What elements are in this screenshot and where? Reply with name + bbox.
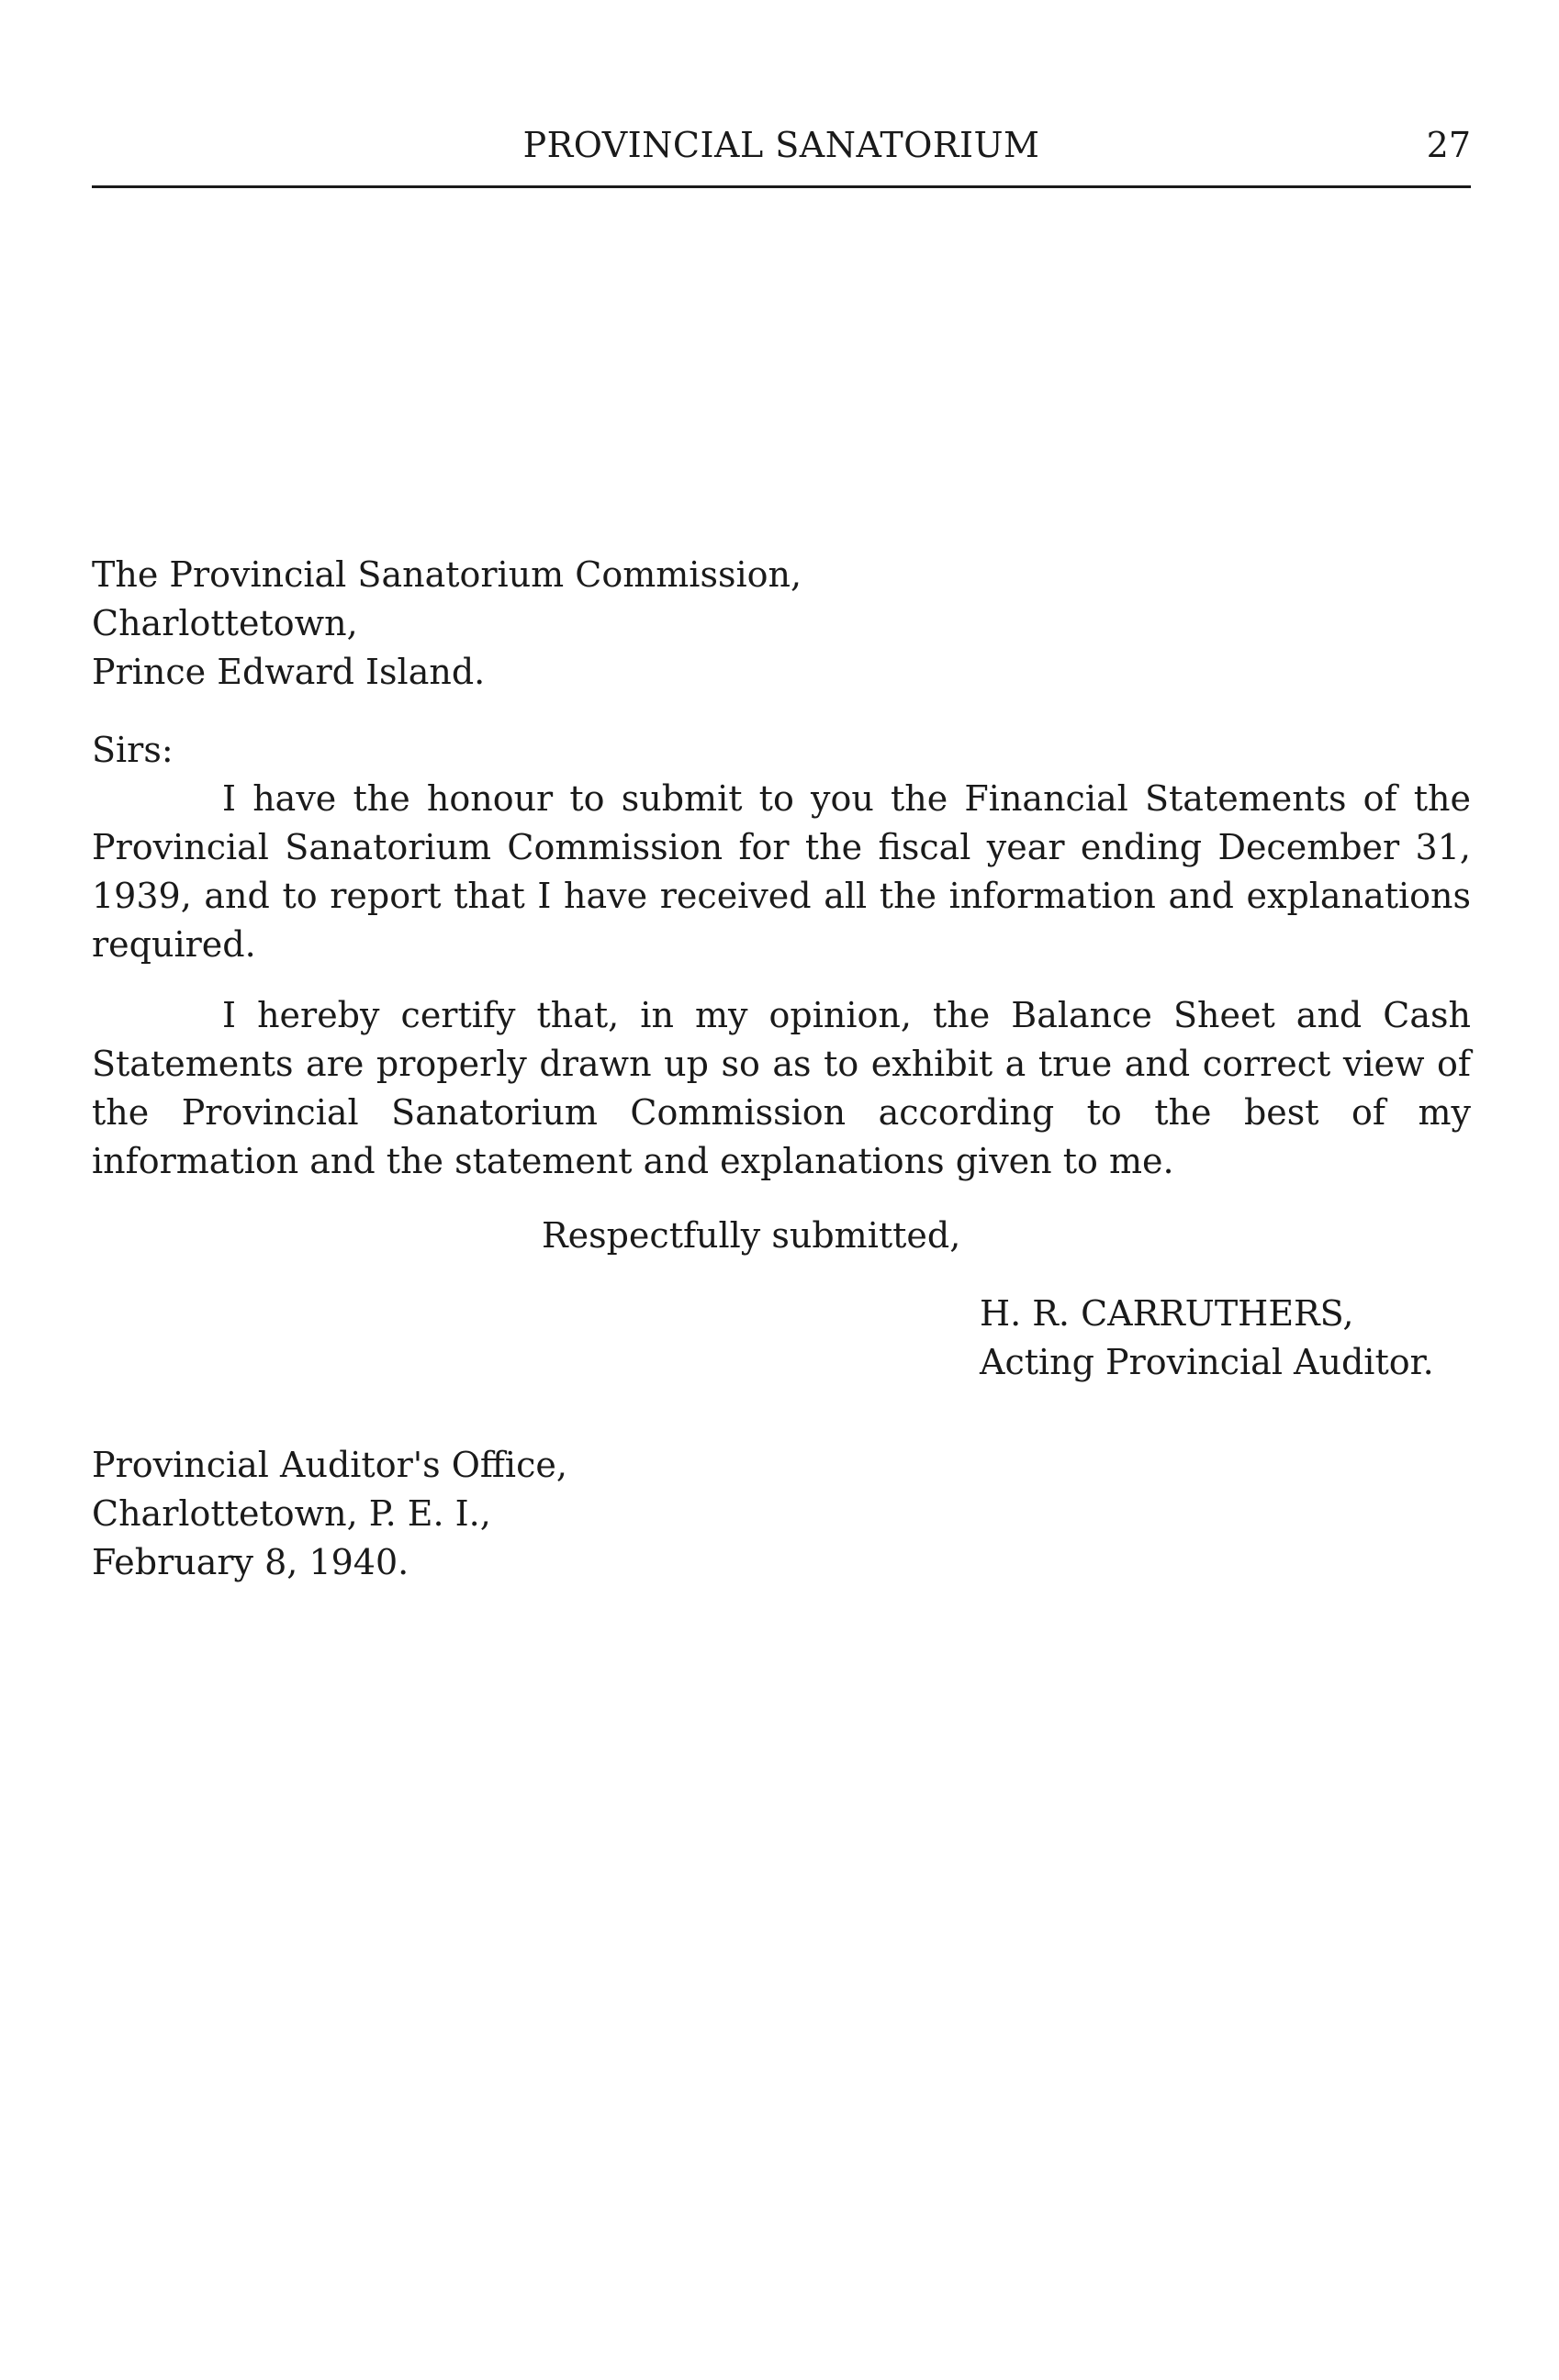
header-rule [92, 185, 1471, 188]
page-number: 27 [1426, 125, 1471, 165]
running-title: PROVINCIAL SANATORIUM [522, 125, 1040, 165]
office-address [92, 1441, 1471, 1587]
signature-title: Acting Provincial Auditor. [980, 1342, 1434, 1382]
closing: Respectfully submitted, [542, 1215, 961, 1256]
recipient-address [92, 551, 1471, 697]
address-line: Prince Edward Island. [92, 652, 486, 692]
address-line: Charlottetown, [92, 603, 358, 643]
office-line: Charlottetown, P. E. I., [92, 1493, 491, 1534]
address-line: The Provincial Sanatorium Commission, [92, 554, 802, 595]
paragraph-certification: I hereby certify that, in my opinion, the Balance Sheet and Cash Statements are properly drawn up so as to exhibit a true and correct view of the Provincial Sanatorium Commission according to the best of my information and the statement and explanations given to me. [92, 995, 1471, 1181]
running-header [92, 125, 1471, 176]
paragraph-submission: I have the honour to submit to you the Financial Statements of the Provincial Sanatorium Commission for the fiscal year ending December 31, 1939, and to report that I have received all the information and explanations required. [92, 778, 1471, 965]
salutation: Sirs: [92, 730, 174, 770]
office-date: February 8, 1940. [92, 1542, 409, 1582]
office-line: Provincial Auditor's Office, [92, 1445, 567, 1485]
signature-name: H. R. CARRUTHERS, [980, 1293, 1354, 1334]
signature-block [980, 1290, 1434, 1387]
